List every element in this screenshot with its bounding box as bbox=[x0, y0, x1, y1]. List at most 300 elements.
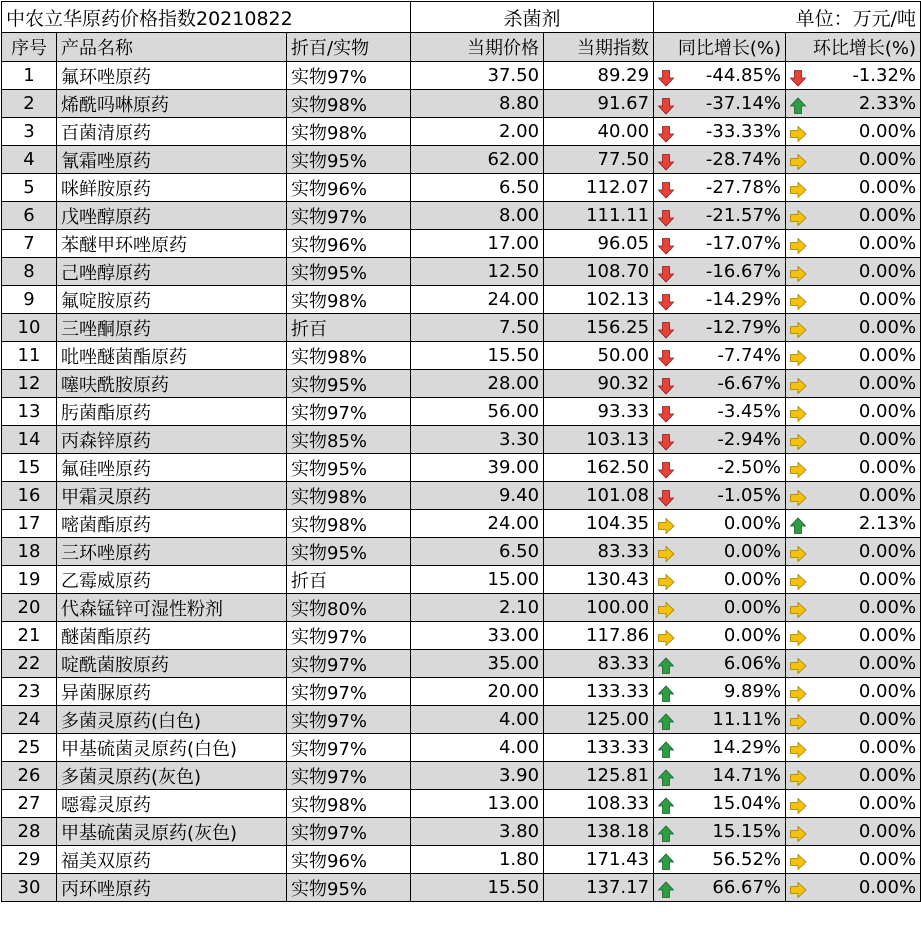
yoy-cell bbox=[654, 678, 786, 706]
current-price: 15.00 bbox=[411, 566, 544, 594]
table-row bbox=[2, 342, 921, 370]
product-spec: 实物97% bbox=[287, 622, 411, 650]
yoy-value: 6.06% bbox=[723, 652, 782, 674]
product-spec: 实物96% bbox=[287, 230, 411, 258]
current-index: 133.33 bbox=[544, 734, 654, 762]
table-row bbox=[2, 314, 921, 342]
table-row bbox=[2, 370, 921, 398]
row-no: 2 bbox=[2, 90, 57, 118]
mom-cell bbox=[786, 622, 921, 650]
arrow-down-icon bbox=[657, 237, 675, 255]
yoy-value: 15.15% bbox=[712, 820, 782, 842]
yoy-cell bbox=[654, 118, 786, 146]
yoy-cell bbox=[654, 566, 786, 594]
product-spec: 实物97% bbox=[287, 762, 411, 790]
arrow-right-icon bbox=[789, 713, 807, 731]
table-row bbox=[2, 790, 921, 818]
yoy-value: -2.94% bbox=[717, 428, 782, 450]
yoy-value: -27.78% bbox=[705, 176, 782, 198]
product-spec: 实物97% bbox=[287, 398, 411, 426]
product-spec: 实物98% bbox=[287, 90, 411, 118]
yoy-value: 14.29% bbox=[712, 736, 782, 758]
mom-value: 0.00% bbox=[858, 652, 917, 674]
yoy-value: -12.79% bbox=[705, 316, 782, 338]
header-name: 产品名称 bbox=[57, 33, 287, 62]
table-row bbox=[2, 118, 921, 146]
table-row bbox=[2, 482, 921, 510]
product-name: 代森锰锌可湿性粉剂 bbox=[57, 594, 287, 622]
mom-cell bbox=[786, 706, 921, 734]
yoy-cell bbox=[654, 538, 786, 566]
row-no: 25 bbox=[2, 734, 57, 762]
mom-cell bbox=[786, 230, 921, 258]
current-price: 2.00 bbox=[411, 118, 544, 146]
current-index: 83.33 bbox=[544, 538, 654, 566]
yoy-value: -3.45% bbox=[717, 400, 782, 422]
yoy-value: -14.29% bbox=[705, 288, 782, 310]
arrow-right-icon bbox=[789, 433, 807, 451]
mom-value: 0.00% bbox=[858, 540, 917, 562]
mom-value: 0.00% bbox=[858, 148, 917, 170]
product-name: 烯酰吗啉原药 bbox=[57, 90, 287, 118]
product-spec: 实物95% bbox=[287, 874, 411, 902]
arrow-up-icon bbox=[657, 685, 675, 703]
mom-value: 0.00% bbox=[858, 876, 917, 898]
mom-cell bbox=[786, 174, 921, 202]
product-spec: 实物97% bbox=[287, 734, 411, 762]
yoy-value: 0.00% bbox=[723, 624, 782, 646]
current-price: 2.10 bbox=[411, 594, 544, 622]
current-index: 77.50 bbox=[544, 146, 654, 174]
row-no: 29 bbox=[2, 846, 57, 874]
table-row bbox=[2, 622, 921, 650]
arrow-right-icon bbox=[789, 881, 807, 899]
current-price: 20.00 bbox=[411, 678, 544, 706]
table-row bbox=[2, 174, 921, 202]
mom-value: 0.00% bbox=[858, 708, 917, 730]
arrow-right-icon bbox=[657, 517, 675, 535]
yoy-cell bbox=[654, 426, 786, 454]
arrow-right-icon bbox=[789, 125, 807, 143]
row-no: 23 bbox=[2, 678, 57, 706]
arrow-up-icon bbox=[789, 97, 807, 115]
product-name: 福美双原药 bbox=[57, 846, 287, 874]
row-no: 1 bbox=[2, 62, 57, 90]
table-row bbox=[2, 734, 921, 762]
row-no: 9 bbox=[2, 286, 57, 314]
table-row bbox=[2, 818, 921, 846]
row-no: 19 bbox=[2, 566, 57, 594]
current-index: 156.25 bbox=[544, 314, 654, 342]
arrow-up-icon bbox=[657, 797, 675, 815]
mom-value: 0.00% bbox=[858, 596, 917, 618]
current-price: 39.00 bbox=[411, 454, 544, 482]
arrow-down-icon bbox=[657, 209, 675, 227]
row-no: 28 bbox=[2, 818, 57, 846]
row-no: 7 bbox=[2, 230, 57, 258]
product-spec: 实物85% bbox=[287, 426, 411, 454]
row-no: 20 bbox=[2, 594, 57, 622]
row-no: 22 bbox=[2, 650, 57, 678]
mom-value: 0.00% bbox=[858, 372, 917, 394]
yoy-value: -21.57% bbox=[705, 204, 782, 226]
table-row bbox=[2, 762, 921, 790]
current-price: 6.50 bbox=[411, 538, 544, 566]
current-index: 125.81 bbox=[544, 762, 654, 790]
mom-cell bbox=[786, 342, 921, 370]
arrow-right-icon bbox=[789, 825, 807, 843]
product-name: 三环唑原药 bbox=[57, 538, 287, 566]
arrow-down-icon bbox=[657, 181, 675, 199]
current-price: 12.50 bbox=[411, 258, 544, 286]
arrow-down-icon bbox=[657, 125, 675, 143]
row-no: 10 bbox=[2, 314, 57, 342]
mom-cell bbox=[786, 62, 921, 90]
yoy-value: 15.04% bbox=[712, 792, 782, 814]
current-index: 83.33 bbox=[544, 650, 654, 678]
product-name: 异菌脲原药 bbox=[57, 678, 287, 706]
product-name: 嘧菌酯原药 bbox=[57, 510, 287, 538]
yoy-cell bbox=[654, 258, 786, 286]
row-no: 17 bbox=[2, 510, 57, 538]
mom-cell bbox=[786, 314, 921, 342]
mom-cell bbox=[786, 426, 921, 454]
yoy-cell bbox=[654, 622, 786, 650]
mom-value: 0.00% bbox=[858, 120, 917, 142]
arrow-right-icon bbox=[657, 601, 675, 619]
yoy-cell bbox=[654, 230, 786, 258]
table-row bbox=[2, 258, 921, 286]
row-no: 11 bbox=[2, 342, 57, 370]
arrow-up-icon bbox=[789, 517, 807, 535]
mom-cell bbox=[786, 258, 921, 286]
product-spec: 实物95% bbox=[287, 258, 411, 286]
product-name: 吡唑醚菌酯原药 bbox=[57, 342, 287, 370]
mom-cell bbox=[786, 146, 921, 174]
arrow-up-icon bbox=[657, 713, 675, 731]
product-name: 甲基硫菌灵原药(白色) bbox=[57, 734, 287, 762]
mom-cell bbox=[786, 202, 921, 230]
product-name: 啶酰菌胺原药 bbox=[57, 650, 287, 678]
header-mom: 环比增长(%) bbox=[786, 33, 921, 62]
product-spec: 实物98% bbox=[287, 510, 411, 538]
product-name: 戊唑醇原药 bbox=[57, 202, 287, 230]
yoy-cell bbox=[654, 734, 786, 762]
arrow-down-icon bbox=[657, 349, 675, 367]
current-price: 8.00 bbox=[411, 202, 544, 230]
current-price: 17.00 bbox=[411, 230, 544, 258]
yoy-value: -44.85% bbox=[705, 64, 782, 86]
yoy-cell bbox=[654, 174, 786, 202]
arrow-right-icon bbox=[789, 377, 807, 395]
row-no: 5 bbox=[2, 174, 57, 202]
mom-value: 2.13% bbox=[858, 512, 917, 534]
arrow-down-icon bbox=[657, 153, 675, 171]
row-no: 30 bbox=[2, 874, 57, 902]
yoy-cell bbox=[654, 370, 786, 398]
current-price: 6.50 bbox=[411, 174, 544, 202]
product-spec: 实物96% bbox=[287, 846, 411, 874]
header-index: 当期指数 bbox=[544, 33, 654, 62]
yoy-value: 66.67% bbox=[712, 876, 782, 898]
product-spec: 实物97% bbox=[287, 62, 411, 90]
table-row bbox=[2, 230, 921, 258]
yoy-cell bbox=[654, 454, 786, 482]
current-price: 33.00 bbox=[411, 622, 544, 650]
product-spec: 实物97% bbox=[287, 678, 411, 706]
current-price: 4.00 bbox=[411, 734, 544, 762]
yoy-value: -33.33% bbox=[705, 120, 782, 142]
current-price: 1.80 bbox=[411, 846, 544, 874]
current-price: 62.00 bbox=[411, 146, 544, 174]
mom-cell bbox=[786, 482, 921, 510]
yoy-value: 56.52% bbox=[712, 848, 782, 870]
arrow-down-icon bbox=[657, 69, 675, 87]
current-index: 111.11 bbox=[544, 202, 654, 230]
yoy-value: -6.67% bbox=[717, 372, 782, 394]
arrow-down-icon bbox=[657, 265, 675, 283]
header-yoy: 同比增长(%) bbox=[654, 33, 786, 62]
product-name: 多菌灵原药(白色) bbox=[57, 706, 287, 734]
arrow-up-icon bbox=[657, 741, 675, 759]
arrow-up-icon bbox=[657, 853, 675, 871]
current-price: 13.00 bbox=[411, 790, 544, 818]
arrow-down-icon bbox=[657, 405, 675, 423]
arrow-down-icon bbox=[789, 69, 807, 87]
mom-cell bbox=[786, 846, 921, 874]
product-name: 甲基硫菌灵原药(灰色) bbox=[57, 818, 287, 846]
current-price: 37.50 bbox=[411, 62, 544, 90]
product-spec: 实物98% bbox=[287, 286, 411, 314]
table-row bbox=[2, 594, 921, 622]
arrow-right-icon bbox=[789, 489, 807, 507]
arrow-right-icon bbox=[789, 153, 807, 171]
arrow-down-icon bbox=[657, 97, 675, 115]
table-row bbox=[2, 454, 921, 482]
mom-value: 0.00% bbox=[858, 736, 917, 758]
yoy-cell bbox=[654, 146, 786, 174]
current-price: 28.00 bbox=[411, 370, 544, 398]
current-index: 90.32 bbox=[544, 370, 654, 398]
table-row bbox=[2, 538, 921, 566]
product-spec: 实物97% bbox=[287, 818, 411, 846]
arrow-right-icon bbox=[789, 601, 807, 619]
mom-cell bbox=[786, 370, 921, 398]
current-index: 137.17 bbox=[544, 874, 654, 902]
current-price: 24.00 bbox=[411, 286, 544, 314]
header-no: 序号 bbox=[2, 33, 57, 62]
yoy-value: -37.14% bbox=[705, 92, 782, 114]
product-name: 三唑酮原药 bbox=[57, 314, 287, 342]
mom-cell bbox=[786, 454, 921, 482]
row-no: 14 bbox=[2, 426, 57, 454]
yoy-value: -2.50% bbox=[717, 456, 782, 478]
row-no: 26 bbox=[2, 762, 57, 790]
arrow-up-icon bbox=[657, 881, 675, 899]
table-title: 中农立华原药价格指数20210822 bbox=[2, 2, 411, 33]
product-name: 苯醚甲环唑原药 bbox=[57, 230, 287, 258]
yoy-cell bbox=[654, 314, 786, 342]
mom-cell bbox=[786, 678, 921, 706]
product-name: 氰霜唑原药 bbox=[57, 146, 287, 174]
arrow-right-icon bbox=[789, 629, 807, 647]
current-index: 133.33 bbox=[544, 678, 654, 706]
product-name: 氟啶胺原药 bbox=[57, 286, 287, 314]
unit-label: 单位：万元/吨 bbox=[654, 2, 921, 33]
mom-value: -1.32% bbox=[852, 64, 917, 86]
arrow-right-icon bbox=[789, 209, 807, 227]
mom-cell bbox=[786, 398, 921, 426]
mom-value: 2.33% bbox=[858, 92, 917, 114]
mom-value: 0.00% bbox=[858, 680, 917, 702]
current-price: 3.90 bbox=[411, 762, 544, 790]
table-body bbox=[2, 62, 921, 902]
yoy-cell bbox=[654, 286, 786, 314]
product-name: 噻呋酰胺原药 bbox=[57, 370, 287, 398]
yoy-cell bbox=[654, 398, 786, 426]
yoy-value: -1.05% bbox=[717, 484, 782, 506]
product-name: 氟环唑原药 bbox=[57, 62, 287, 90]
current-price: 4.00 bbox=[411, 706, 544, 734]
yoy-value: -7.74% bbox=[717, 344, 782, 366]
yoy-value: 14.71% bbox=[712, 764, 782, 786]
table-row bbox=[2, 510, 921, 538]
mom-cell bbox=[786, 510, 921, 538]
yoy-value: 9.89% bbox=[723, 680, 782, 702]
row-no: 3 bbox=[2, 118, 57, 146]
product-name: 丙森锌原药 bbox=[57, 426, 287, 454]
row-no: 15 bbox=[2, 454, 57, 482]
product-spec: 实物98% bbox=[287, 342, 411, 370]
mom-cell bbox=[786, 118, 921, 146]
row-no: 21 bbox=[2, 622, 57, 650]
yoy-cell bbox=[654, 202, 786, 230]
product-spec: 实物98% bbox=[287, 118, 411, 146]
row-no: 13 bbox=[2, 398, 57, 426]
current-index: 108.70 bbox=[544, 258, 654, 286]
yoy-cell bbox=[654, 650, 786, 678]
mom-value: 0.00% bbox=[858, 484, 917, 506]
current-index: 130.43 bbox=[544, 566, 654, 594]
arrow-right-icon bbox=[789, 405, 807, 423]
product-name: 己唑醇原药 bbox=[57, 258, 287, 286]
current-index: 103.13 bbox=[544, 426, 654, 454]
arrow-right-icon bbox=[789, 293, 807, 311]
table-row bbox=[2, 426, 921, 454]
mom-cell bbox=[786, 762, 921, 790]
yoy-cell bbox=[654, 482, 786, 510]
table-row bbox=[2, 286, 921, 314]
arrow-right-icon bbox=[789, 769, 807, 787]
mom-cell bbox=[786, 818, 921, 846]
product-spec: 实物97% bbox=[287, 650, 411, 678]
mom-value: 0.00% bbox=[858, 456, 917, 478]
yoy-value: -28.74% bbox=[705, 148, 782, 170]
title-row bbox=[2, 2, 921, 33]
product-name: 丙环唑原药 bbox=[57, 874, 287, 902]
mom-value: 0.00% bbox=[858, 624, 917, 646]
table-row bbox=[2, 202, 921, 230]
row-no: 24 bbox=[2, 706, 57, 734]
mom-value: 0.00% bbox=[858, 792, 917, 814]
product-spec: 实物95% bbox=[287, 454, 411, 482]
product-name: 百菌清原药 bbox=[57, 118, 287, 146]
current-index: 100.00 bbox=[544, 594, 654, 622]
table-row bbox=[2, 650, 921, 678]
arrow-down-icon bbox=[657, 489, 675, 507]
arrow-right-icon bbox=[789, 573, 807, 591]
current-price: 7.50 bbox=[411, 314, 544, 342]
row-no: 8 bbox=[2, 258, 57, 286]
header-spec: 折百/实物 bbox=[287, 33, 411, 62]
current-price: 8.80 bbox=[411, 90, 544, 118]
arrow-up-icon bbox=[657, 769, 675, 787]
table-row bbox=[2, 62, 921, 90]
current-index: 40.00 bbox=[544, 118, 654, 146]
yoy-value: 0.00% bbox=[723, 596, 782, 618]
row-no: 12 bbox=[2, 370, 57, 398]
mom-cell bbox=[786, 538, 921, 566]
yoy-cell bbox=[654, 790, 786, 818]
product-spec: 实物95% bbox=[287, 370, 411, 398]
mom-value: 0.00% bbox=[858, 232, 917, 254]
current-price: 35.00 bbox=[411, 650, 544, 678]
arrow-right-icon bbox=[789, 685, 807, 703]
product-name: 氟硅唑原药 bbox=[57, 454, 287, 482]
row-no: 4 bbox=[2, 146, 57, 174]
current-index: 96.05 bbox=[544, 230, 654, 258]
current-price: 15.50 bbox=[411, 874, 544, 902]
product-spec: 实物98% bbox=[287, 790, 411, 818]
arrow-right-icon bbox=[789, 181, 807, 199]
yoy-cell bbox=[654, 510, 786, 538]
product-spec: 实物98% bbox=[287, 482, 411, 510]
current-index: 162.50 bbox=[544, 454, 654, 482]
mom-cell bbox=[786, 790, 921, 818]
yoy-cell bbox=[654, 846, 786, 874]
yoy-cell bbox=[654, 762, 786, 790]
row-no: 27 bbox=[2, 790, 57, 818]
row-no: 6 bbox=[2, 202, 57, 230]
mom-value: 0.00% bbox=[858, 204, 917, 226]
product-name: 咪鲜胺原药 bbox=[57, 174, 287, 202]
arrow-right-icon bbox=[789, 545, 807, 563]
table-row bbox=[2, 678, 921, 706]
current-index: 89.29 bbox=[544, 62, 654, 90]
arrow-down-icon bbox=[657, 461, 675, 479]
arrow-right-icon bbox=[789, 741, 807, 759]
product-name: 多菌灵原药(灰色) bbox=[57, 762, 287, 790]
current-price: 24.00 bbox=[411, 510, 544, 538]
product-spec: 实物80% bbox=[287, 594, 411, 622]
table-row bbox=[2, 874, 921, 902]
mom-cell bbox=[786, 90, 921, 118]
table-row bbox=[2, 146, 921, 174]
table-row bbox=[2, 706, 921, 734]
mom-cell bbox=[786, 734, 921, 762]
current-price: 9.40 bbox=[411, 482, 544, 510]
price-index-table bbox=[1, 1, 921, 902]
yoy-cell bbox=[654, 706, 786, 734]
arrow-right-icon bbox=[789, 265, 807, 283]
arrow-right-icon bbox=[657, 573, 675, 591]
current-index: 117.86 bbox=[544, 622, 654, 650]
product-name: 甲霜灵原药 bbox=[57, 482, 287, 510]
arrow-right-icon bbox=[789, 349, 807, 367]
mom-value: 0.00% bbox=[858, 316, 917, 338]
column-header-row bbox=[2, 33, 921, 62]
current-price: 56.00 bbox=[411, 398, 544, 426]
